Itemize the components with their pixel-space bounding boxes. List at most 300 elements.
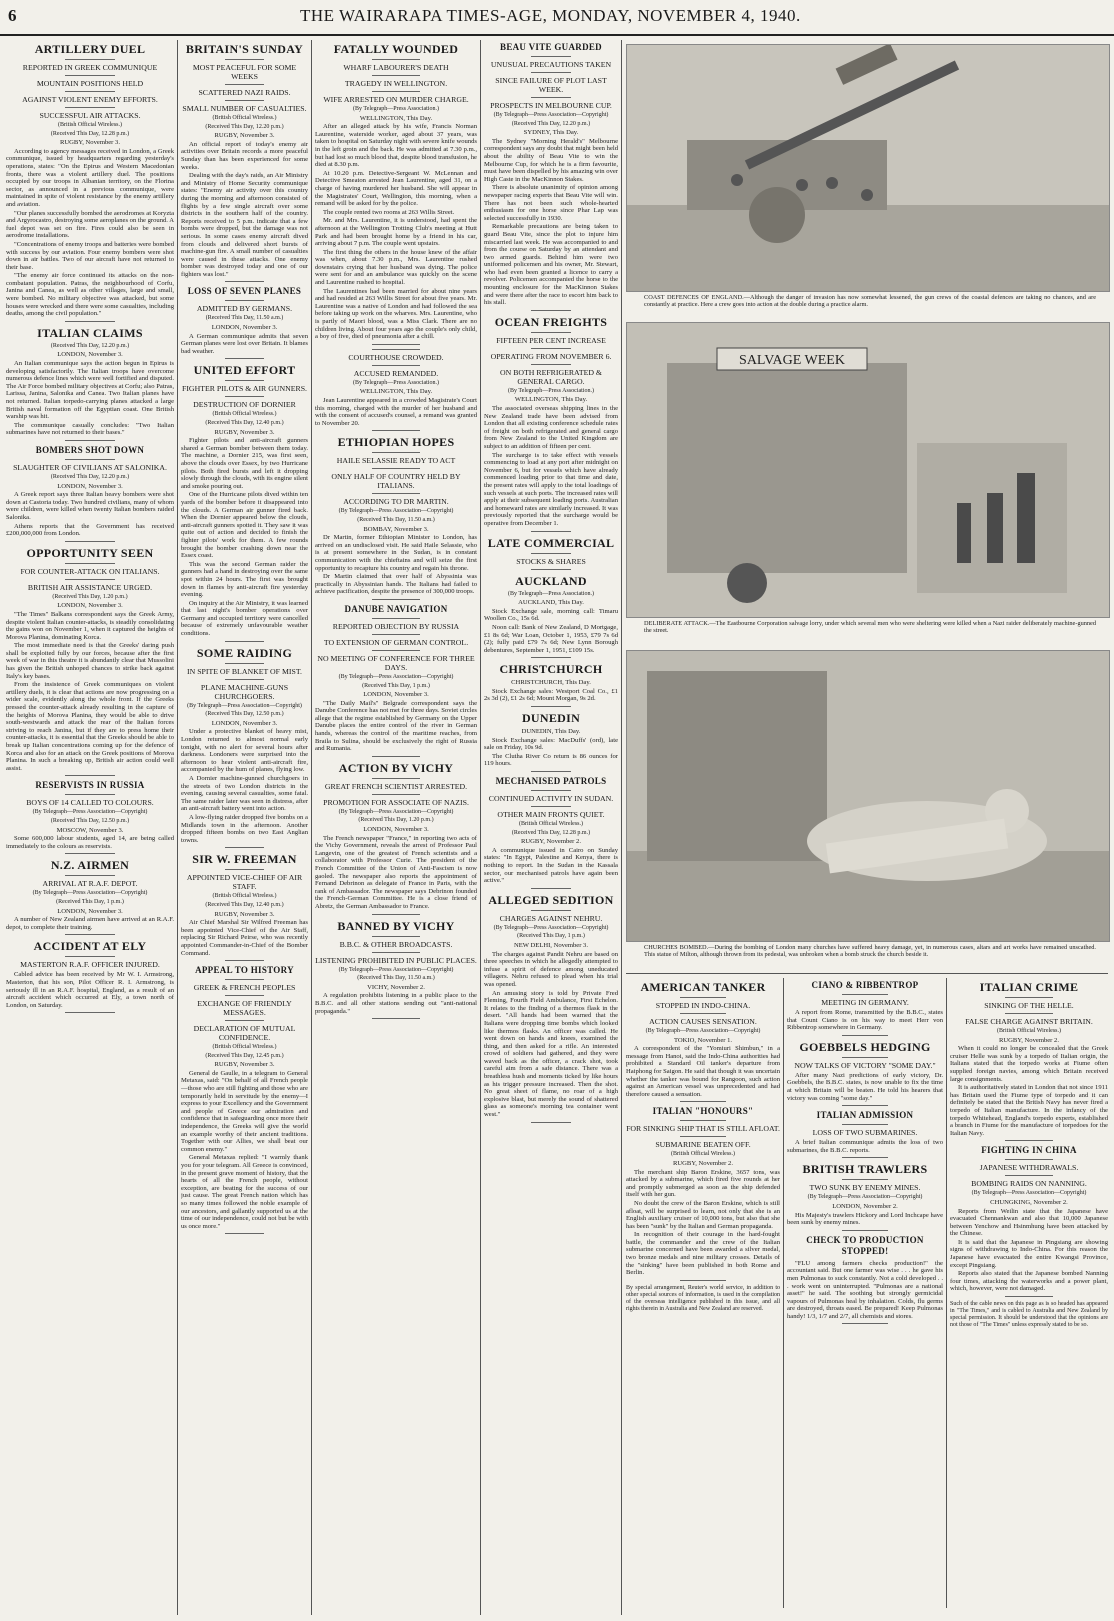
dateline: RUGBY, November 3. <box>214 132 275 140</box>
paragraph: "FLU among farmers checks production!" the accountant said. But one farmer was wise . . . he gave his men Pulmonas to suck constantly. Not a cold developed . . . work went on uninterrupted. "Pulmonas are a national asset!" he said. The soothing but strongly germicidal vapours of Pulmonas heal by inhalation. Colds, flu germs are destroyed, throats eased. Be prepared! Keep Pulmonas handy! 1/3, 1/7 and 2/7, all chemists and stores. <box>787 1259 943 1320</box>
paragraph: Dealing with the day's raids, an Air Ministry and Ministry of Home Security communique states: "Enemy air activity over this country during the morning and afternoon consisted of flights by a few single aircraft over some districts in the southern half of the country. Reports received to 5 p.m. indicate that a few bombs were dropped, but the damage was not serious. In some cases enemy aircraft dived from clouds and delivered short bursts of machine-gun fire. A small number of casualties were caused in these attacks. One enemy bomber was destroyed today and one of our fighters was lost." <box>181 172 308 278</box>
dateline: TOKIO, November 1. <box>673 1036 733 1044</box>
headline: LATE COMMERCIAL <box>487 535 615 550</box>
headline: CHRISTCHURCH <box>499 662 603 677</box>
headline: ALLEGED SEDITION <box>488 892 614 907</box>
paragraph: His Majesty's trawlers Hickory and Lord Inchcape have been sunk by enemy mines. <box>787 1211 943 1227</box>
article <box>484 315 618 532</box>
subheadline: STOPPED IN INDO-CHINA. <box>655 1001 751 1010</box>
divider <box>1005 1159 1052 1160</box>
received-time: (Received This Day, 12.40 p.m.) <box>205 420 284 427</box>
subheadline: SCATTERED NAZI RAIDS. <box>198 88 291 97</box>
column-1 <box>6 40 174 1615</box>
divider <box>531 706 571 707</box>
photo-coast-gun <box>626 44 1110 292</box>
paragraph: "Concentrations of enemy troops and batteries were bombed with success by our aviation. Four enemy bombers were shot down in air battles. Two of our aircraft have not returned to their base. <box>6 240 174 271</box>
divider <box>225 979 263 980</box>
divider <box>65 775 115 776</box>
subheadline: MOST PEACEFUL FOR SOME WEEKS <box>192 63 297 81</box>
divider <box>65 321 115 322</box>
divider <box>1005 997 1052 998</box>
column-5 <box>626 978 780 1608</box>
divider <box>531 657 571 658</box>
divider <box>65 91 115 92</box>
paragraph: There is absolute unanimity of opinion among newspaper racing experts that Beau Vite will win. There has not been such whole-hearted enthusiasm for one horse since Phar Lap was selected successfully in 1930. <box>484 184 618 222</box>
subheadline: REPORTED IN GREEK COMMUNIQUE <box>22 63 158 72</box>
divider <box>372 349 421 350</box>
dateline: RUGBY, November 3. <box>214 910 275 918</box>
divider <box>372 952 421 953</box>
wire-credit: (By Telegraph—Press Association.) <box>353 379 439 386</box>
headline: BEAU VITE GUARDED <box>500 42 602 52</box>
headline: BOMBERS SHOT DOWN <box>35 444 145 455</box>
paragraph: After many Nazi predictions of early victory, Dr. Goebbels, the B.B.C. states, is now unable to fix the time at which Britain will be beaten. He told his hearers that victory was coming "some day." <box>787 1071 943 1102</box>
received-time: (Received This Day, 1 p.m.) <box>56 898 124 905</box>
headline: FIGHTING IN CHINA <box>981 1145 1077 1156</box>
subheadline: PROMOTION FOR ASSOCIATE OF NAZIS. <box>323 797 469 807</box>
wire-credit: (By Telegraph—Press Association.) <box>353 106 439 112</box>
headline: ITALIAN CRIME <box>979 980 1079 994</box>
headline: SOME RAIDING <box>196 645 293 660</box>
article <box>484 574 618 659</box>
dateline: RUGBY, November 2. <box>673 1159 733 1167</box>
divider <box>225 641 263 642</box>
headline: N.Z. AIRMEN <box>50 858 130 873</box>
divider <box>531 310 571 311</box>
divider <box>65 75 115 76</box>
subheadline: SLAUGHTER OF CIVILIANS AT SALONIKA. <box>13 462 167 472</box>
subheadline: DECLARATION OF MUTUAL CONFIDENCE. <box>193 1024 296 1043</box>
subheadline: LOSS OF TWO SUBMARINES. <box>812 1128 918 1138</box>
subheadline: WIFE ARRESTED ON MURDER CHARGE. <box>323 95 469 104</box>
paragraph: Reports from Weilin state that the Japanese have evacuated Chennankwan and also that 10,000 Japanese between Yenchow and Hsinmhung have been attacked by the Chinese. <box>950 1207 1108 1238</box>
subheadline: EXCHANGE OF FRIENDLY MESSAGES. <box>197 999 292 1018</box>
paragraph: A number of New Zealand airmen have arrived at an R.A.F. depot, to complete their training. <box>6 916 174 931</box>
paragraph: A German communique admits that seven German planes were lost over Britain. It blames bad weather. <box>181 332 308 355</box>
paragraph: According to agency messages received in London, a Greek communique, issued by headquarters regarding yesterday's operations, states: "On the Epirus and Western Macedonian fronts, there was a violent artillery duel. The positions occupied by our troops in Albanian territory, on the Florina sector, as announced in a previous communique, were maintained in spite of violent resistance by the enemy artillery and aviation. <box>6 147 174 208</box>
article <box>626 1106 780 1281</box>
dateline: LONDON, November 2. <box>832 1202 898 1210</box>
divider <box>531 569 571 570</box>
headline: GOEBBELS HEDGING <box>799 1039 931 1054</box>
divider <box>372 778 421 779</box>
divider <box>372 452 421 453</box>
subheadline: COURTHOUSE CROWDED. <box>348 352 444 362</box>
paragraph: Reports also stated that the Japanese bombed Nanning four times, attacking the waterworks and a power plant, which, however, were not damaged. <box>950 1270 1108 1293</box>
subheadline: TO EXTENSION OF GERMAN CONTROL. <box>323 637 469 647</box>
divider <box>225 358 263 359</box>
dateline: SYDNEY, This Day. <box>523 129 579 137</box>
subheadline: CONTINUED ACTIVITY IN SUDAN. <box>488 794 614 804</box>
dateline: AUCKLAND, This Day. <box>518 599 584 607</box>
divider <box>842 1124 889 1125</box>
headline: BANNED BY VICHY <box>337 918 455 933</box>
paragraph: A brief Italian communique admits the loss of two submarines, the B.B.C. reports. <box>787 1139 943 1154</box>
article <box>181 852 308 961</box>
column-4 <box>484 40 618 1615</box>
newspaper-title: THE WAIRARAPA TIMES-AGE, MONDAY, NOVEMBER 4, 1940. <box>300 6 801 25</box>
wire-credit: (By Telegraph—Press Association.) <box>508 590 594 597</box>
paragraph: A Greek report says three Italian heavy bombers were shot down at Castoria today. Two hundred civilians, many of whom were children, were killed when twenty Italian bombers raided Salonika. <box>6 491 174 521</box>
headline: CIANO & RIBBENTROP <box>811 980 919 990</box>
divider <box>531 332 571 333</box>
received-time: (Received This Day, 12.20 p.m.) <box>50 473 130 480</box>
article <box>6 780 174 854</box>
paragraph: Dr Martin, former Ethiopian Minister to London, has arrived on an undisclosed visit. He said Haile Selassie, who is at present somewhere in the Sudan, is in constant communication with the chieftains and will seize the first opportunity to recapture his country and regain his throne. <box>315 534 477 572</box>
received-time: (Received This Day, 11.50 a.m.) <box>357 516 435 523</box>
subheadline: SMALL NUMBER OF CASUALTIES. <box>182 104 307 113</box>
divider <box>225 84 263 85</box>
paragraph: "The Daily Mail's" Belgrade correspondent says the Danube Conference has not met for three days. Soviet circles allege that the regime established by Germany on the Upper Danube places the entire control of the river in German hands, whereas the control of the maritime reaches, from Braila to Sulina, should be exclusively the right of Russia and Rumania. <box>315 699 477 753</box>
divider <box>225 1233 263 1234</box>
wire-credit: (British Official Wireless.) <box>518 821 584 828</box>
photo-caption-coast-defences: COAST DEFENCES OF ENGLAND.—Although the danger of invasion has now somewhat lessened, the gun crews of the coastal defences are taking no chances, and are constantly at practice. Here a crew goes into action at the double during a practice alarm. <box>644 294 1096 309</box>
wire-credit: (British Official Wireless.) <box>57 122 123 128</box>
paragraph: It is said that the Japanese in Pingsiang are showing signs of withdrawing to Indo-China. For this reason the Japanese have evacuated the entire Kwangsi Province, except Pingsiang. <box>950 1238 1108 1269</box>
subheadline: ACCORDING TO DR MARTIN. <box>343 497 449 507</box>
article <box>6 858 174 935</box>
divider <box>225 396 263 397</box>
paragraph: It is authoritatively stated in London that not since 1911 has Britain used the Fiume type of torpedo and it can definitely be stated that the British Navy has never fired a torpedo of Italian manufacture. In the infancy of the torpedo Whitehead, England's torpedo experts, established a branch in Fiume for the manufacture of torpedoes for the Italian Navy. <box>950 1084 1108 1137</box>
received-time: (Received This Day, 12.50 p.m.) <box>205 711 284 718</box>
paragraph: A communique issued in Cairo on Sunday states: "In Egypt, Palestine and Kenya, there is nothing to report. In the Sudan in the Kassala sector, our mechanised patrols have again been active." <box>484 846 618 885</box>
divider <box>65 541 115 542</box>
subheadline: ADMITTED BY GERMANS. <box>196 304 293 314</box>
article <box>181 286 308 359</box>
headline: APPEAL TO HISTORY <box>195 965 294 976</box>
dateline: CHUNGKING, November 2. <box>990 1198 1068 1206</box>
subheadline: BRITISH AIR ASSISTANCE URGED. <box>27 582 153 592</box>
subheadline: FOR COUNTER-ATTACK ON ITALIANS. <box>20 566 160 576</box>
paragraph: An official report of today's enemy air activities over Britain records a more peaceful Sunday than has been experienced for some weeks. <box>181 140 308 171</box>
headline: OPPORTUNITY SEEN <box>26 545 154 560</box>
photo-caption-churches-bombed: CHURCHES BOMBED.—During the bombing of London many churches have suffered heavy damage, yet, in numerous cases, altars and art works have remained unscathed. This statue of Milton, although thrown from its pedestal, was unbroken when a bomb struck the church beside it. <box>644 944 1096 959</box>
headline: FATALLY WOUNDED <box>333 42 459 56</box>
dateline: RUGBY, November 3. <box>60 139 120 147</box>
milton-statue-illustration <box>627 651 1109 941</box>
headline: ARTILLERY DUEL <box>34 42 146 56</box>
paragraph: Air Chief Marshal Sir Wilfred Freeman has been appointed Vice-Chief of the Air Staff, replacing Sir Richard Peirse, who was recently appointed Commander-in-Chief of the Bomber Command. <box>181 919 308 957</box>
headline: ITALIAN "HONOURS" <box>652 1106 754 1117</box>
article <box>181 363 308 641</box>
subheadline: BOYS OF 14 CALLED TO COLOURS. <box>26 798 154 808</box>
subheadline: FALSE CHARGE AGAINST BRITAIN. <box>965 1017 1093 1026</box>
headline: ITALIAN CLAIMS <box>37 325 143 340</box>
paragraph: Stock Exchange sale, morning call: Timaru Woollen Co., 15s 6d. <box>484 607 618 623</box>
divider <box>1005 1296 1052 1297</box>
paragraph: An amusing story is told by Private Fred Fleming, Fourth Field Ambulance, First Echelon. It relates to the finding of a thermos flask in the desert. "All hands had been warned that the Italians were dropping time bombs which looked like thermos flasks. An officer was called. He went down on hands and knees, examined the thing, and then asked for a rifle. An interested crowd of soldiers had gathered, and they were waved back as the officer, a crack shot, took careful aim from a safe distance. There was a breathless hush and moments ticked by like hours as his trigger pressure increased. Then the shot. No great sheet of flame, no roar of a high explosive blast, but merely the sound of shattered glass as someone's morning tea container went west." <box>484 989 618 1119</box>
divider <box>372 936 421 937</box>
divider <box>372 59 421 60</box>
divider <box>372 344 421 345</box>
subheadline: BOMBING RAIDS ON NANNING. <box>971 1179 1087 1189</box>
received-time: (Received This Day, 12.20 p.m.) <box>511 120 591 127</box>
divider <box>680 1136 726 1137</box>
headline: UNITED EFFORT <box>193 363 296 378</box>
paragraph: The communique casually concludes: "Two Italian submarines have not returned to their bases." <box>6 421 174 437</box>
wire-credit: (British Official Wireless.) <box>996 1028 1062 1034</box>
divider <box>680 1013 726 1014</box>
dateline: LONDON, November 3. <box>57 482 123 490</box>
subheadline: SUCCESSFUL AIR ATTACKS. <box>39 111 141 120</box>
received-time: (Received This Day, 12.28 p.m.) <box>511 829 591 836</box>
article <box>315 604 477 757</box>
divider <box>225 960 263 961</box>
headline: ACCIDENT AT ELY <box>33 939 147 954</box>
divider <box>531 553 571 554</box>
divider <box>225 847 263 848</box>
article <box>950 1145 1108 1297</box>
divider <box>65 440 115 441</box>
divider <box>372 75 421 76</box>
subheadline: ACCUSED REMANDED. <box>353 368 439 378</box>
article <box>787 1235 943 1325</box>
paragraph: No doubt the crew of the Baron Erskine, which is still afloat, will be surprised to learn, not only that she is an English auxiliary cruiser of 10,000 tons, but also that she has been "sunk" by the Italian and German propaganda. <box>626 1199 780 1230</box>
paragraph: This was the second German raider the gunners had a hand in destroying over the same spot within 24 hours. The first was brought down in flames by anti-aircraft fire yesterday evening. <box>181 560 308 599</box>
paragraph: A low-flying raider dropped five bombs on a Midlands town in the afternoon. Another dropped fifteen bombs on two East Anglian towns. <box>181 813 308 844</box>
paragraph: Stock Exchange sales: MacDuffs' (ord), late sale on Friday, 10s 9d. <box>484 736 618 752</box>
divider <box>225 1020 263 1021</box>
divider <box>531 531 571 532</box>
article <box>950 980 1108 1141</box>
paragraph: On inquiry at the Air Ministry, it was learned that last night's bomber operations over Germany and occupied territory were cancelled because of extremely unfavourable weather conditions. <box>181 599 308 638</box>
subheadline: IN SPITE OF BLANKET OF MIST. <box>187 666 302 676</box>
divider <box>531 1122 571 1123</box>
paragraph: General de Gaulle, in a telegram to General Metaxas, said: "On behalf of all French people—those who are still fighting and those who are temporarily held in servitude by the enemy—I express to your Excellency and the Government and people of Greece our admiration and confidence that in safeguarding once more their independence, the Greeks will give the world an example worthy of their ancient traditions. Together with our Allies, we shall beat our common enemy." <box>181 1069 308 1153</box>
dateline: LONDON, November 3. <box>363 826 429 834</box>
article <box>315 42 477 345</box>
subheadline: FIGHTER PILOTS & AIR GUNNERS. <box>182 384 307 394</box>
subheadline: FIFTEEN PER CENT INCREASE <box>496 335 606 345</box>
divider <box>372 756 421 757</box>
received-time: (Received This Day, 11.50 a.m.) <box>205 315 284 322</box>
wire-credit: (By Telegraph—Press Association—Copyright) <box>493 924 609 931</box>
wire-credit: (By Telegraph—Press Association—Copyright) <box>187 702 302 709</box>
paragraph: The first thing the others in the house knew of the affair was when, about 7.30 p.m., Mrs. Laurentine rushed downstairs crying that her husband was dying. The police were sent for and an ambulance was quickly on the scene and Laurentine rushed to hospital. <box>315 248 477 287</box>
divider <box>225 59 263 60</box>
paragraph: Jean Laurentine appeared in a crowded Magistrate's Court this morning, charged with the murder of her husband and with the consent of accused's counsel, a remand was granted to November 20. <box>315 397 477 427</box>
wire-credit: (British Official Wireless.) <box>212 411 277 418</box>
article <box>181 646 308 849</box>
headline: LOSS OF SEVEN PLANES <box>187 286 302 297</box>
paragraph: General Metaxas replied: "I warmly thank you for your telegram. All Greece is convinced, in the present grave moment of history, that the hearts of all the French people, without exception, are beating for the success of our just cause. The great French nation which has so many times followed the noble example of our ancestors, and gallantly supported us at the time of our independence, could not but be with us once more." <box>181 1154 308 1230</box>
divider <box>1005 1175 1052 1176</box>
divider <box>531 790 571 791</box>
photo-salvage-lorry <box>626 322 1110 618</box>
reuters-note: By special arrangement, Reuter's world service, in addition to other special sources of information, is used in the compilation of the overseas intelligence published in this issue, and all rights therein in Australia and New Zealand are reserved. <box>626 1284 780 1312</box>
headline: OCEAN FREIGHTS <box>494 314 608 329</box>
dateline: NEW DELHI, November 3. <box>513 941 589 949</box>
dateline: WELLINGTON, This Day. <box>359 388 433 396</box>
headline: MECHANISED PATROLS <box>495 776 607 787</box>
headline: BRITAIN'S SUNDAY <box>185 42 304 56</box>
paragraph: The Clutha River Co return is 86 ounces for 119 hours. <box>484 752 618 768</box>
divider <box>225 663 263 664</box>
column-3 <box>315 40 477 1615</box>
divider <box>842 1157 889 1158</box>
divider <box>372 634 421 635</box>
divider <box>372 430 421 431</box>
dateline: RUGBY, November 3. <box>214 428 275 436</box>
headline: AMERICAN TANKER <box>640 980 766 994</box>
wire-credit: (By Telegraph—Press Association—Copyright) <box>971 1190 1087 1197</box>
subheadline: TRAGEDY IN WELLINGTON. <box>344 79 448 88</box>
headline: DANUBE NAVIGATION <box>344 603 448 614</box>
page-number: 6 <box>8 6 17 25</box>
wire-credit: (By Telegraph—Press Association.) <box>508 387 594 394</box>
divider <box>531 364 571 365</box>
photo-caption-deliberate-attack: DELIBERATE ATTACK.—The Eastbourne Corporation salvage lorry, under which several men who were sheltering were killed when a Nazi raider deliberately machine-gunned the street. <box>644 620 1096 635</box>
paragraph: One of the Hurricane pilots dived within ten yards of the bomber before it disappeared into the clouds. A German air gunner fired back. When the Dornier appeared below the clouds, anti-aircraft gunners spotted it. They saw it was quite out of action and decided to finish the fighter pilots' work for them. A few rounds brought the bomber crashing down near the Essex coast. <box>181 491 308 560</box>
paragraph: The Sydney "Morning Herald's" Melbourne correspondent says any doubt that might been held about the ability of Beau Vite to win the Melbourne Cup, for which he is a firm favourite, must have been dispelled by his amazing win over High Caste in the MacKinnon Stakes. <box>484 137 618 183</box>
paragraph: Cabled advice has been received by Mr W. I. Armstrong, Masterton, that his son, Pilot Officer R. I. Armstrong, is seriously ill in an R.A.F. hospital, England, as a result of an aircraft accident which occurred at Ely, a town north of London, on Saturday. <box>6 971 174 1009</box>
received-time: (Received This Day, 12.45 p.m.) <box>205 1052 284 1059</box>
wire-credit: (By Telegraph—Press Association—Copyright) <box>338 966 454 973</box>
paragraph: The most immediate need is that the Greeks' daring push shall be exploited fully by our forces, because after the first week of war in this theatre it is abundantly clear that Mussolini has given the British unhoped chances to strike back against Italy's key bases. <box>6 642 174 680</box>
subheadline: WHARF LABOURER'S DEATH <box>343 63 449 72</box>
subheadline: NOW TALKS OF VICTORY "SOME DAY." <box>794 1060 936 1070</box>
received-time: (Received This Day, 1 p.m.) <box>362 682 430 689</box>
received-time: (Received This Day, 11.50 a.m.) <box>357 975 435 982</box>
article <box>484 776 618 889</box>
subheadline: MEETING IN GERMANY. <box>821 998 909 1007</box>
column-2 <box>181 40 308 1615</box>
subheadline: ACTION CAUSES SENSATION. <box>649 1017 757 1026</box>
divider <box>225 679 263 680</box>
subheadline: HAILE SELASSIE READY TO ACT <box>336 456 456 466</box>
headline: ACTION BY VICHY <box>338 760 454 775</box>
paragraph: A regulation prohibits listening in a public place to the B.B.C. and all other stations sending out "anti-national propaganda." <box>315 992 477 1015</box>
received-time: (Received This Day, 12.50 p.m.) <box>50 817 130 824</box>
divider <box>65 853 115 854</box>
article <box>484 662 618 707</box>
wire-credit: (By Telegraph—Press Association—Copyright) <box>807 1194 923 1201</box>
paragraph: Dr Martin claimed that over half of Abyssinia was practically in Abyssinian hands. The Italians had failed to achieve pacification, despite the presence of 300,000 troops. <box>315 573 477 596</box>
subheadline: AGAINST VIOLENT ENEMY EFFORTS. <box>22 95 158 104</box>
subheadline: STOCKS & SHARES <box>516 556 586 566</box>
article <box>6 445 174 542</box>
article <box>6 546 174 777</box>
article <box>787 980 943 1036</box>
divider <box>680 1101 726 1102</box>
subheadline: SINCE FAILURE OF PLOT LAST WEEK. <box>495 76 607 94</box>
subheadline: LISTENING PROHIBITED IN PUBLIC PLACES. <box>315 955 477 965</box>
divider <box>225 380 263 381</box>
paragraph: Fighter pilots and anti-aircraft gunners shared a German bomber between them today. The machine, a Dornier 215, was first seen, above the clouds over Essex, by two Hurricane pilots. Both fired bursts and left it dropping slowly through the clouds, with its engine silent and smoke pouring out. <box>181 437 308 490</box>
paragraph: "Our planes successfully bombed the aerodromes at Koryzta and Argyrocastro, destroying some aeroplanes on the ground. A fuel depot was set on fire. Fires could also be seen in aerodrome installations. <box>6 209 174 240</box>
paragraph: Some 600,000 labour students, aged 14, are being called immediately to the colours as reservists. <box>6 835 174 850</box>
wire-credit: (By Telegraph—Press Association—Copyright) <box>338 673 454 680</box>
divider <box>225 995 263 996</box>
subheadline: GREEK & FRENCH PEOPLES <box>193 983 296 993</box>
received-time: (Received This Day, 1 p.m.) <box>517 933 585 940</box>
paragraph: The couple rented two rooms at 263 Willis Street. <box>323 208 455 216</box>
dateline: WELLINGTON, This Day. <box>359 114 433 122</box>
paragraph: The merchant ship Baron Erskine, 3657 tons, was attacked by a submarine, which fired five rounds at her and promptly submerged as soon as the ship defended itself with her gun. <box>626 1168 780 1199</box>
subheadline: REPORTED OBJECTION BY RUSSIA <box>332 621 460 631</box>
divider <box>680 997 726 998</box>
article <box>181 42 308 282</box>
headline: DUNEDIN <box>521 711 581 726</box>
paragraph: The French newspaper "France," in reporting two acts of the Vichy Government, reveals the arrest of Professor Paul Langevin, one of the greatest of French scientists and a collaborator with Professor Curie. The president of the French Committee of the Union of Anti-Fascism is now gaoled. The newspaper also reports the appointment of Fernand Debrinon as delegate of France in Paris, with the rank of Ambassador. The newspaper says Debrinon founded the French-German Committee. He is a close friend of Abretz, the German Ambassador to France. <box>315 834 477 910</box>
subheadline: APPOINTED VICE-CHIEF OF AIR STAFF. <box>186 873 303 892</box>
divider <box>65 1012 115 1013</box>
headline: RESERVISTS IN RUSSIA <box>35 780 145 791</box>
dateline: VICHY, November 2. <box>367 983 425 991</box>
dateline: WELLINGTON, This Day. <box>514 396 588 404</box>
dateline: LONDON, November 3. <box>57 907 123 915</box>
article <box>6 939 174 1013</box>
article <box>315 761 477 915</box>
paragraph: Noon call: Bank of New Zealand, D Mortgage, £1 8s 6d; War Loan, October 1, 1953, £79 7s 6d (2); fully paid £79 7s 6d; New Lynn Borough debentures, September 1, 1951, £109 15s. <box>484 623 618 654</box>
dateline: LONDON, November 3. <box>211 719 278 727</box>
paragraph: The surcharge is to take effect with vessels commencing to load at any port after midnight on November 6, but for vessels which have already commenced loading prior to that time and date, the present rates will apply to the total loadings of such vessels at such ports. The increased rates will apply at their subsequent loading ports. Australian and homeward rates are similarly increased. It was previously reported that the surcharge would be operative from December 1. <box>484 451 618 527</box>
column-7 <box>950 978 1108 1608</box>
divider <box>531 806 571 807</box>
dateline: RUGBY, November 2. <box>521 838 581 846</box>
received-time: (Received This Day, 12.20 p.m.) <box>205 123 284 130</box>
wire-credit: (By Telegraph—Press Association—Copyright) <box>645 1028 761 1034</box>
paragraph: Under a protective blanket of heavy mist, London returned to almost normal early tonight, with no alert for several hours after darkness. Londoners were surprised into the afternoon to hear violent anti-aircraft fire, accompanied by the hum of planes, flying low. <box>181 728 308 774</box>
dateline: LONDON, November 3. <box>57 602 123 610</box>
divider <box>531 72 571 73</box>
paragraph: Stock Exchange sales: Westport Coal Co., £1 2s 3d (2), £1 2s 6d; Mount Morgan, 9s 2d. <box>484 687 618 703</box>
paragraph: Remarkable precautions are being taken to guard Beau Vite, since the plot to injure him miscarried last week. He was accompanied to and from the course on Saturday by an attendant and two armed guards. Behind him were two uniformed policemen and his owner, Mr. Stewart, who had even been granted a licence to carry a revolver. Policemen accompanied the horse to the mounting enclosure for the MacKinnon Stakes and were there after the race to escort him back to his stall. <box>484 223 618 307</box>
dateline: CHRISTCHURCH, This Day. <box>511 679 591 687</box>
article <box>6 42 174 322</box>
divider <box>842 1179 889 1180</box>
received-time: (Received This Day, 1.20 p.m.) <box>52 593 128 600</box>
divider <box>842 1230 889 1231</box>
wire-credit: (British Official Wireless.) <box>212 893 277 900</box>
wire-credit: (British Official Wireless.) <box>212 1044 277 1051</box>
divider <box>372 650 421 651</box>
divider <box>842 1323 889 1324</box>
article <box>6 326 174 441</box>
divider <box>65 459 115 460</box>
received-time: (Received This Day, 12.28 p.m.) <box>50 130 130 137</box>
salvage-week-sign: SALVAGE WEEK <box>739 353 845 368</box>
subheadline: UNUSUAL PRECAUTIONS TAKEN <box>490 60 612 69</box>
wire-credit: (British Official Wireless.) <box>670 1151 736 1158</box>
divider <box>372 468 421 469</box>
photo-milton-statue <box>626 650 1110 942</box>
divider <box>225 100 263 101</box>
divider <box>372 914 421 915</box>
headline: CHECK TO PRODUCTION STOPPED! <box>806 1234 924 1256</box>
paragraph: When it could no longer be concealed that the Greek cruiser Helle was sunk by a torpedo of Italian origin, the Italians stated that the torpedo works at Fiume often supplied foreign navies, among which Britain received large consignments. <box>950 1045 1108 1083</box>
headline: ETHIOPIAN HOPES <box>337 435 455 450</box>
dateline: LONDON, November 3. <box>363 691 429 699</box>
paragraph: The associated overseas shipping lines in the New Zealand trade have been advised from London that all existing conference schedule rates of freight on both refrigerated and general cargo from New Zealand to the United Kingdom are subject to an addition of fifteen per cent. <box>484 405 618 450</box>
subheadline: SINKING OF THE HELLE. <box>984 1001 1074 1010</box>
divider <box>1005 1140 1052 1141</box>
divider <box>531 56 571 57</box>
divider <box>225 300 263 301</box>
dateline: BOMBAY, November 3. <box>363 525 429 533</box>
dateline: MOSCOW, November 3. <box>56 826 124 834</box>
subheadline: CHARGES AGAINST NEHRU. <box>499 913 603 923</box>
subheadline: DESTRUCTION OF DORNIER <box>193 400 296 410</box>
divider <box>65 794 115 795</box>
divider <box>372 365 421 366</box>
article <box>315 435 477 600</box>
divider <box>65 956 115 957</box>
divider <box>842 1057 889 1058</box>
paragraph: The charges against Pandit Nehru are based on three speeches in which he allegedly attempted to infuse a spirit of defence among uneducated villagers. Nehru refused to plead when his trial was opened. <box>484 950 618 988</box>
divider <box>372 794 421 795</box>
divider <box>372 493 421 494</box>
